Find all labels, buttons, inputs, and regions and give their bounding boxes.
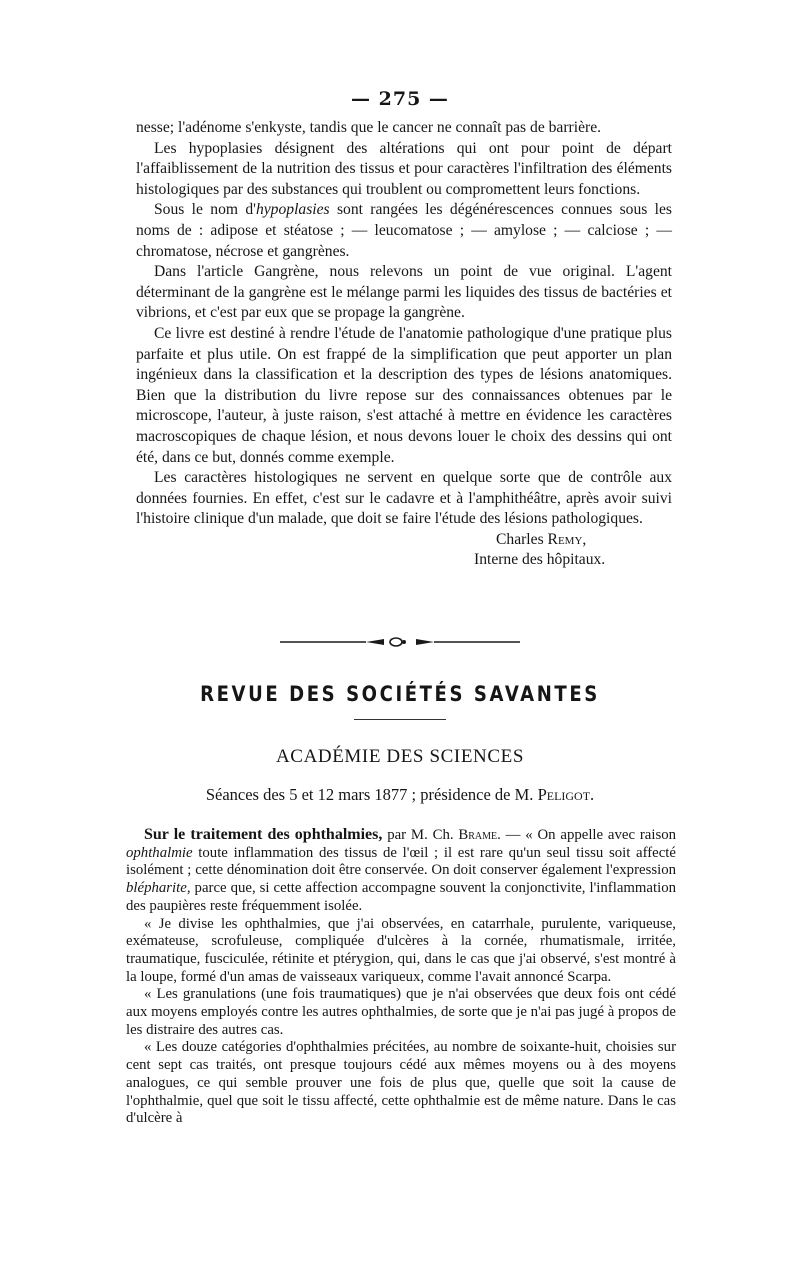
article-paragraph bbox=[126, 826, 676, 916]
divider bbox=[354, 719, 446, 720]
review-text bbox=[136, 118, 672, 571]
article-paragraph: « Les granulations (une fois traumatiques) que je n'ai observées que deux fois ont cédé aux moyens employés contre les autres ophthalmies, de sorte que je n'ai pas jugé à propos de les distraire des autres cas. bbox=[126, 986, 676, 1038]
article-text: — « On appelle avec raison bbox=[500, 827, 676, 843]
article-title: Sur le traitement des ophthalmies, bbox=[144, 826, 383, 843]
ornament-divider bbox=[280, 635, 520, 649]
article-author: Brame. bbox=[458, 827, 501, 843]
paragraph-text: sont rangées les dégénérescences connues sous les noms de : adipose et stéatose ; — leucomatose ; — amylose ; — calciose ; — chromatose, nécrose et gangrènes. bbox=[136, 201, 673, 260]
article-text: toute inflammation des tissus de l'œil ; il est rare qu'un seul tissu soit affecté isolément ; cette dénomination doit être conservée. On doit conserver également l'expression bbox=[126, 844, 676, 879]
article bbox=[126, 826, 676, 1128]
article-text: parce que, si cette affection accompagne souvent la conjonctivite, l'inflammation des paupières reste fréquemment isolée. bbox=[126, 880, 676, 914]
article-paragraph: « Je divise les ophthalmies, que j'ai observées, en catarrhale, purulente, variqueuse, exémateuse, scrofuleuse, compliquée d'ulcères à la cornée, rhumatismale, irritée, traumatique, fusciculée, rétinite et ptérygion, qui, dans le cas que j'ai observé, s'est montré à la loupe, formé d'un amas de vaisseaux variqueux, comme l'avait annoncé Scarpa. bbox=[126, 915, 676, 985]
academy-heading: ACADÉMIE DES SCIENCES bbox=[275, 746, 524, 767]
paragraph: Ce livre est destiné à rendre l'étude de l'anatomie pathologique d'une pratique plus parfaite et plus utile. On est frappé de la simplification que peut apporter un plan ingénieux dans la classification et la description des types de lésions anatomiques. Bien que la distribution du livre repose sur des connaissances obtenues par le microscope, l'auteur, à juste raison, s'est attaché à mettre en évidence les caractères macroscopiques de chaque lésion, et nous devons louer le choix des dessins qui ont été, dans ce but, donnés comme exemple. bbox=[136, 324, 672, 466]
paragraph: Dans l'article Gangrène, nous relevons un point de vue original. L'agent déterminant de la gangrène est le mélange parmi les liquides des tissus de bactéries et vibrions, et c'est par eux que se propage la gangrène. bbox=[136, 263, 672, 322]
paragraph bbox=[136, 200, 672, 262]
article-author-prefix: par M. Ch. bbox=[382, 827, 459, 843]
article-term: blépharite, bbox=[126, 880, 191, 897]
page-number: — 275 — bbox=[351, 88, 449, 110]
paragraph: Les caractères histologiques ne servent en quelque sorte que de contrôle aux données fournies. En effet, c'est sur le cadavre et à l'amphithéâtre, après avoir suivi l'histoire clinique d'un malade, que doit se faire l'étude des lésions pathologiques. bbox=[136, 469, 672, 528]
signature-name bbox=[136, 530, 672, 551]
signature-last-name: Remy, bbox=[547, 530, 587, 548]
paragraph: nesse; l'adénome s'enkyste, tandis que le cancer ne connaît pas de barrière. bbox=[136, 119, 602, 136]
paragraph: Les hypoplasies désignent des altérations qui ont pour point de départ l'affaiblissement de la nutrition des tissus et pour caractères l'infiltration des éléments histologiques par des substances qui troublent ou compromettent leurs fonctions. bbox=[136, 139, 672, 198]
session-president: Peligot. bbox=[537, 785, 595, 804]
article-paragraph: « Les douze catégories d'ophthalmies précitées, au nombre de soixante-huit, choisies sur cent sept cas traités, ont presque toujours cédé aux mêmes moyens ou à des moyens analogues, ce qui semble prouver une fois de plus que, quelle que soit la cause de l'ophthalmie, quel que soit le tissu affecté, cette ophthalmie est de même nature. Dans le cas d'ulcère à bbox=[126, 1039, 676, 1127]
signature-role: Interne des hôpitaux. bbox=[474, 551, 606, 569]
session-line bbox=[0, 785, 800, 805]
signature-first-name: Charles bbox=[496, 530, 548, 548]
signature bbox=[136, 530, 672, 571]
article-term: ophthalmie bbox=[126, 844, 193, 861]
section-title: REVUE DES SOCIÉTÉS SAVANTES bbox=[200, 682, 600, 706]
paragraph-text: Sous le nom d' bbox=[154, 201, 256, 219]
emphasis-term: hypoplasies bbox=[255, 201, 330, 219]
session-dates: Séances des 5 et 12 mars 1877 ; présidence de M. bbox=[205, 785, 538, 804]
